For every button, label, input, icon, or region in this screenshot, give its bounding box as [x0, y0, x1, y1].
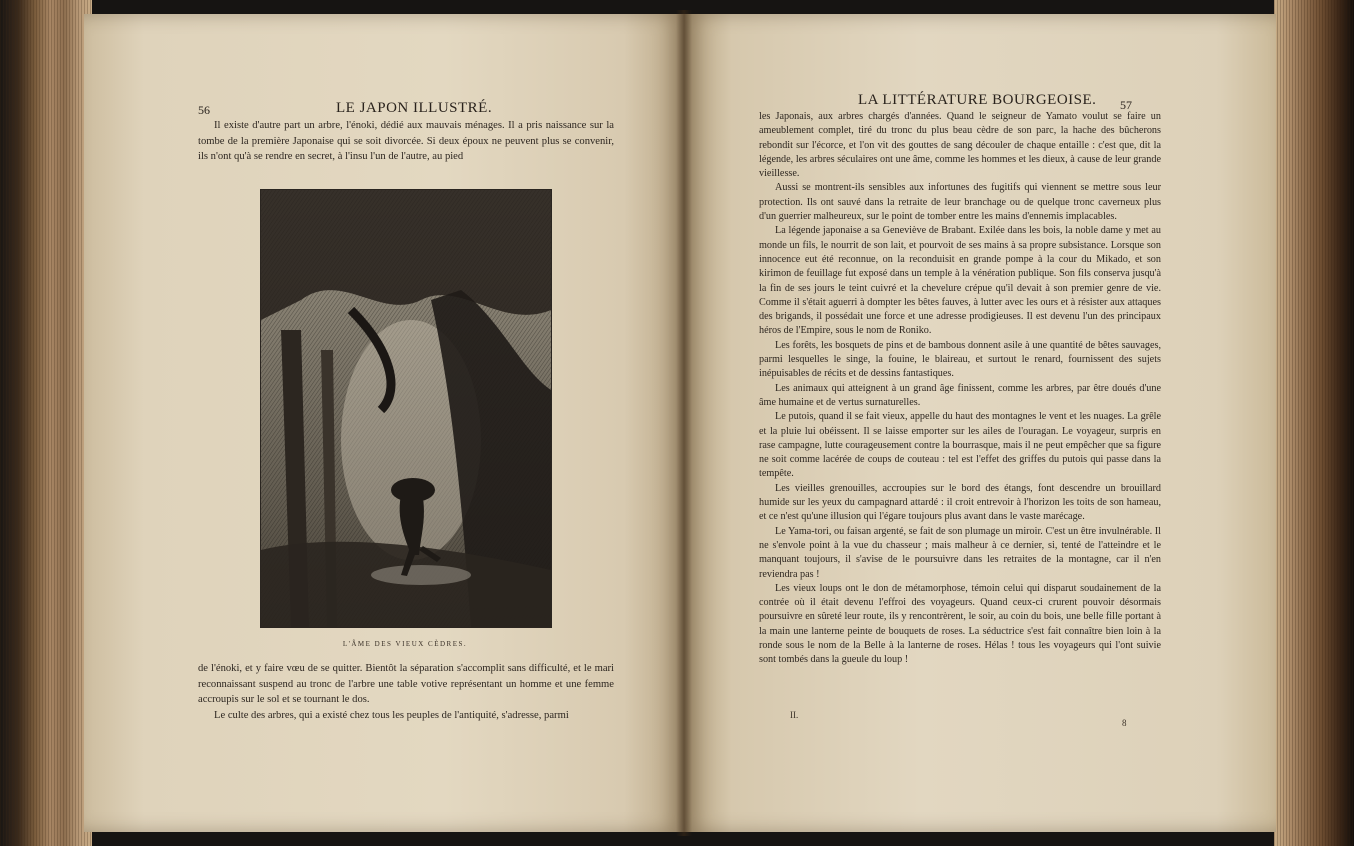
- right-paragraph: Le Yama-tori, ou faisan argenté, se fait de son plumage un miroir. C'est un être invulnérable. Il ne s'envole point à la vue du chasseur ; mais malheur à ce dernier, si, tenté de l'atteindre et le manquant toujours, il s'avise de le poursuivre dans les retraites de la montagne, car il n'en reviendra pas !: [759, 525, 1161, 580]
- left-bottom-text: [198, 661, 614, 723]
- right-paragraph: Les animaux qui atteignent à un grand âge finissent, comme les arbres, par être doués d'une âme humaine et de vertus surnaturelles.: [759, 382, 1161, 408]
- left-top-text: [198, 118, 614, 165]
- left-paragraph-continued: de l'énoki, et y faire vœu de se quitter. Bientôt la séparation s'accomplit sans difficulté, et le mari reconnaissant suspend au tronc de l'arbre une table votive représentant un homme et une femme accroupis sur le sol et se tournant le dos.: [198, 663, 614, 706]
- right-running-head: LA LITTÉRATURE BOURGEOISE.: [858, 92, 1097, 108]
- right-paragraph: La légende japonaise a sa Geneviève de Brabant. Exilée dans les bois, la noble dame y met au monde un fils, le nourrit de son lait, et pourvoit de ses mains à sa propre subsistance. Lorsque son innocence eut été reconnue, on la reconduisit en grande pompe à la cour du Mikado, et son kirimon de feuillage fut exposé dans un temple à la vénération publique. Son fils conserva jusqu'à la fin de ses jours le teint cuivré et la chevelure crépue qu'il devait à son premier genre de vie. Comme il s'était aguerri à dompter les bêtes fauves, à lutter avec les ours et à résister aux attaques des brigands, il possédait une force et une adresse prodigieuses. Il est devenu l'un des principaux héros de l'Empire, sous le nom de Roniko.: [759, 225, 1161, 337]
- left-paragraph-top: Il existe d'autre part un arbre, l'énoki, dédié aux mauvais ménages. Il a pris naissance sur la tombe de la première Japonaise qui se soit divorcée. Si deux époux ne peuvent plus se convenir, ils n'ont qu'à se rendre en secret, à l'insu l'un de l'autre, au pied: [198, 120, 614, 163]
- right-paragraph: Aussi se montrent-ils sensibles aux infortunes des fugitifs qui viennent se mettre sous leur protection. Ils ont sauvé dans la retraite de leur branchage ou de quelque tronc caverneux plus d'un guerrier malheureux, sur le point de tomber entre les mains d'ennemis implacables.: [759, 182, 1161, 223]
- right-page-number: 57: [1120, 98, 1132, 112]
- signature-volume: II.: [790, 710, 799, 720]
- left-page-number: 56: [198, 103, 210, 117]
- engraving-illustration: [260, 189, 552, 628]
- book-gutter: [676, 10, 692, 836]
- right-paragraph: Le putois, quand il se fait vieux, appelle du haut des montagnes le vent et les nuages. La grêle et la pluie lui obéissent. Il se laisse emporter sur les ailes de l'ouragan. Le voyageur, surpris en rase campagne, lutte courageusement contre la bourrasque, mais il ne peut empêcher que sa figure ne soit comme lacérée de coups de couteau : tel est l'effet des griffes du putois qui passe dans la tempête.: [759, 411, 1161, 480]
- right-paragraph: les Japonais, aux arbres chargés d'années. Quand le seigneur de Yamato voulut se faire un ameublement complet, tiré du tronc du plus beau cèdre de son parc, la hache des bûcherons rebondit sur l'écorce, et l'on vit des gouttes de sang découler de chaque entaille : c'est que, dit la légende, les arbres séculaires ont une âme, comme les hommes et les dieux, à cause de leur grande vieillesse.: [759, 111, 1161, 180]
- illustration-caption: L'ÂME DES VIEUX CÈDRES.: [342, 640, 468, 648]
- signature-sheet: 8: [1122, 718, 1127, 728]
- book-edge-left: [0, 0, 92, 846]
- forest-engraving-image: [261, 190, 551, 627]
- right-paragraph: Les vieux loups ont le don de métamorphose, témoin celui qui disparut soudainement de la contrée où il était devenu l'effroi des voyageurs. Quand ceux-ci crurent pouvoir désormais poursuivre en sûreté leur route, ils y rencontrèrent, le soir, au coin du bois, une belle fille portant à la main une lanterne peinte de bouquets de roses. La séductrice s'est fait connaître bien loin à la ronde sous le nom de la Belle à la lanterne de roses. Hélas ! tous les voyageurs qui l'ont suivie sont tombés dans la gueule du loup !: [759, 582, 1161, 666]
- right-paragraph: Les forêts, les bosquets de pins et de bambous donnent asile à une quantité de bêtes sauvages, parmi lesquelles le singe, la fouine, le blaireau, et surtout le renard, fournissent des sujets inépuisables de récits et de dessins fantastiques.: [759, 339, 1161, 380]
- left-running-head: LE JAPON ILLUSTRÉ.: [336, 100, 493, 116]
- book-edge-right: [1274, 0, 1354, 846]
- left-paragraph-last: Le culte des arbres, qui a existé chez tous les peuples de l'antiquité, s'adresse, parmi: [214, 709, 569, 721]
- right-paragraph: Les vieilles grenouilles, accroupies sur le bord des étangs, font descendre un brouillard humide sur les yeux du campagnard attardé : il croit entrevoir à l'horizon les toits de son hameau, et ce n'est qu'une illusion qui l'égare toujours plus avant dans le vaste marécage.: [759, 482, 1161, 523]
- right-body-text: [759, 110, 1161, 668]
